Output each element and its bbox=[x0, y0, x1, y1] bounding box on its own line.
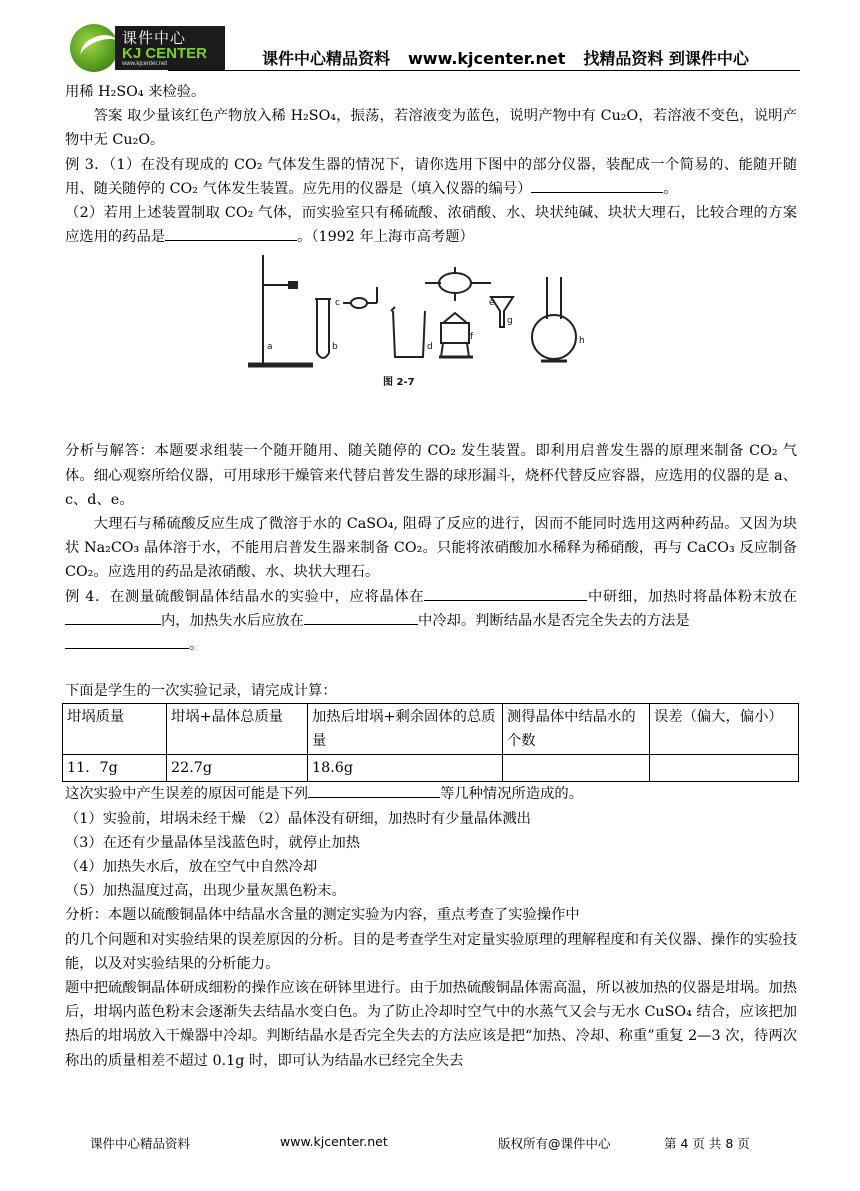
ex4-t4: 中冷却。判断结晶水是否完全失去的方法是 bbox=[417, 612, 690, 629]
round-flask-icon bbox=[532, 277, 576, 361]
ex4-t5: 。 bbox=[189, 637, 204, 654]
header-text bbox=[262, 46, 767, 69]
logo-url-text: www.kjcenter.net bbox=[122, 61, 168, 67]
analysis-para-1: 分析与解答：本题要求组装一个随开随用、随关随停的 CO₂ 发生装置。即利用启普发生器的原理来制备 CO₂ 气体。细心观察所给仪器，可用球形干燥管来代替启普发生器的球形漏斗，烧杯代替反应容器，应选用的仪器的是 a、c、d、e。 bbox=[65, 443, 797, 508]
label-h: h bbox=[579, 336, 585, 347]
analysis-para-3: 分析：本题以硫酸铜晶体中结晶水含量的测定实验为内容，重点考查了实验操作中 bbox=[65, 907, 580, 924]
table-cell[interactable] bbox=[503, 755, 650, 782]
table-cell[interactable] bbox=[650, 755, 799, 782]
answer-para: 答案 取少量该红色产物放入稀 H₂SO₄，振荡，若溶液变为蓝色，说明产物中有 Cu₂O，若溶液不变色，说明产物中无 Cu₂O。 bbox=[65, 108, 797, 149]
record-intro: 下面是学生的一次实验记录，请完成计算： bbox=[65, 683, 337, 700]
cause-item-4: （4）加热失水后，放在空气中自然冷却 bbox=[65, 859, 318, 876]
cause-item-1: （1）实验前，坩埚未经干燥 （2）晶体没有研细，加热时有少量晶体溅出 bbox=[65, 810, 531, 827]
label-e: e bbox=[489, 298, 495, 309]
ex3-a-end: 。 bbox=[663, 180, 678, 197]
ex3-a-text: 例 3．（1）在没有现成的 CO₂ 气体发生器的情况下，请你选用下图中的部分仪器，装配成一个简易的、能随开随用、随关随停的 CO₂ 气体发生装置。应先用的仪器是（填入仪器的编号） bbox=[65, 156, 797, 197]
tripod-icon bbox=[439, 313, 473, 357]
footer-page: 第 4 页 共 8 页 bbox=[664, 1136, 750, 1151]
kjcenter-logo bbox=[60, 18, 235, 74]
drying-tube-icon bbox=[343, 287, 377, 308]
header-site: www.kjcenter.net bbox=[408, 49, 566, 68]
label-c: c bbox=[335, 298, 340, 309]
cause-line bbox=[65, 782, 797, 806]
ex4-blank-1 bbox=[424, 586, 587, 601]
header-title: 课件中心精品资料 bbox=[262, 49, 391, 68]
label-d: d bbox=[427, 342, 433, 353]
apparatus-drawing bbox=[243, 253, 623, 393]
figure-caption: 图 2-7 bbox=[383, 377, 415, 389]
ex4-blank-4 bbox=[65, 634, 189, 649]
header-slogan: 找精品资料 到课件中心 bbox=[583, 49, 749, 68]
table-row bbox=[63, 755, 799, 782]
table-header-cell: 误差（偏大，偏小） bbox=[650, 704, 799, 755]
record-table bbox=[62, 703, 799, 782]
beaker-icon bbox=[393, 311, 425, 357]
page-header bbox=[60, 18, 800, 74]
ex4-blank-3 bbox=[304, 610, 418, 625]
header-rule bbox=[168, 70, 800, 71]
ex3-blank-2 bbox=[165, 226, 297, 241]
table-cell: 18.6g bbox=[308, 755, 503, 782]
example-3-part-1 bbox=[65, 153, 797, 201]
logo-en-text: KJ CENTER bbox=[122, 45, 208, 62]
apparatus-figure bbox=[65, 249, 797, 439]
ex4-t3: 内，加热失水后应放在 bbox=[161, 612, 304, 629]
logo-cn-text: 课件中心 bbox=[122, 29, 187, 47]
para-1: 用稀 H₂SO₄ 来检验。 bbox=[65, 84, 206, 100]
table-header-cell: 加热后坩埚+剩余固体的总质量 bbox=[308, 704, 503, 755]
iron-stand-icon bbox=[248, 255, 313, 365]
ex4-blank-2 bbox=[65, 610, 161, 625]
table-cell: 11．7g bbox=[63, 755, 167, 782]
label-f: f bbox=[470, 332, 474, 343]
analysis-para-4: 的几个问题和对实验结果的误差原因的分析。目的是考查学生对定量实验原理的理解程度和有关仪器、操作的实验技能，以及对实验结果的分析能力。 bbox=[65, 931, 797, 972]
example-4 bbox=[65, 585, 797, 658]
table-header-cell: 坩埚质量 bbox=[63, 704, 167, 755]
test-tube-icon bbox=[317, 299, 329, 358]
footer-rights: 版权所有@课件中心 bbox=[498, 1136, 611, 1151]
ex3-b-end: 。（1992 年上海市高考题） bbox=[297, 229, 474, 246]
analysis-para-5: 题中把硫酸铜晶体研成细粉的操作应该在研钵里进行。由于加热硫酸铜晶体需高温，所以被加热的仪器是坩埚。加热后，坩埚内蓝色粉末会逐渐失去结晶水变白色。为了防止冷却时空气中的水蒸气又会与无水 CuSO₄ 结合，应该把加热后的坩埚放入干燥器中冷却。判断结晶水是否完全失去的方法应该是把“加热、冷却、称重”重复 2—3 次，待两次称出的质量相差不超过 0.1g 时，即可认为结晶水已经完全失去 bbox=[65, 980, 797, 1069]
footer-left: 课件中心精品资料 bbox=[90, 1136, 191, 1151]
label-a: a bbox=[267, 342, 273, 353]
ex3-blank-1 bbox=[531, 178, 663, 193]
ex4-t2: 中研细，加热时将晶体粉末放在 bbox=[587, 588, 797, 605]
analysis-para-2: 大理石与稀硫酸反应生成了微溶于水的 CaSO₄, 阻碍了反应的进行，因而不能同时选用这两种药品。又因为块状 Na₂CO₃ 晶体溶于水，不能用启普发生器来制备 CO₂。只能将浓硝酸加水稀释为稀硝酸，再与 CaCO₃ 反应制备 CO₂。应选用的药品是浓硝酸、水、块状大理石。 bbox=[65, 516, 797, 581]
separatory-funnel-icon bbox=[425, 267, 491, 301]
cause-item-5: （5）加热温度过高，出现少量灰黑色粉末。 bbox=[65, 883, 346, 900]
footer-site: www.kjcenter.net bbox=[280, 1134, 388, 1149]
table-cell: 22.7g bbox=[167, 755, 308, 782]
document-body bbox=[65, 80, 797, 1073]
cause-a: 这次实验中产生误差的原因可能是下列 bbox=[65, 786, 309, 803]
cause-item-3: （3）在还有少量晶体呈浅蓝色时，就停止加热 bbox=[65, 834, 361, 851]
example-3-part-2 bbox=[65, 201, 797, 249]
cause-blank bbox=[308, 783, 440, 798]
table-header-cell: 坩埚+晶体总质量 bbox=[167, 704, 308, 755]
cause-b: 等几种情况所造成的。 bbox=[440, 786, 584, 803]
ex4-t1: 例 4．在测量硫酸铜晶体结晶水的实验中，应将晶体在 bbox=[65, 588, 425, 605]
label-g: g bbox=[507, 316, 513, 327]
label-b: b bbox=[332, 342, 338, 353]
table-header-cell: 测得晶体中结晶水的个数 bbox=[503, 704, 650, 755]
ex3-b-text: （2）若用上述装置制取 CO₂ 气体，而实验室只有稀硫酸、浓硝酸、水、块状纯碱、块状大理石，比较合理的方案应选用的药品是 bbox=[65, 205, 797, 246]
table-header-row bbox=[63, 704, 799, 755]
